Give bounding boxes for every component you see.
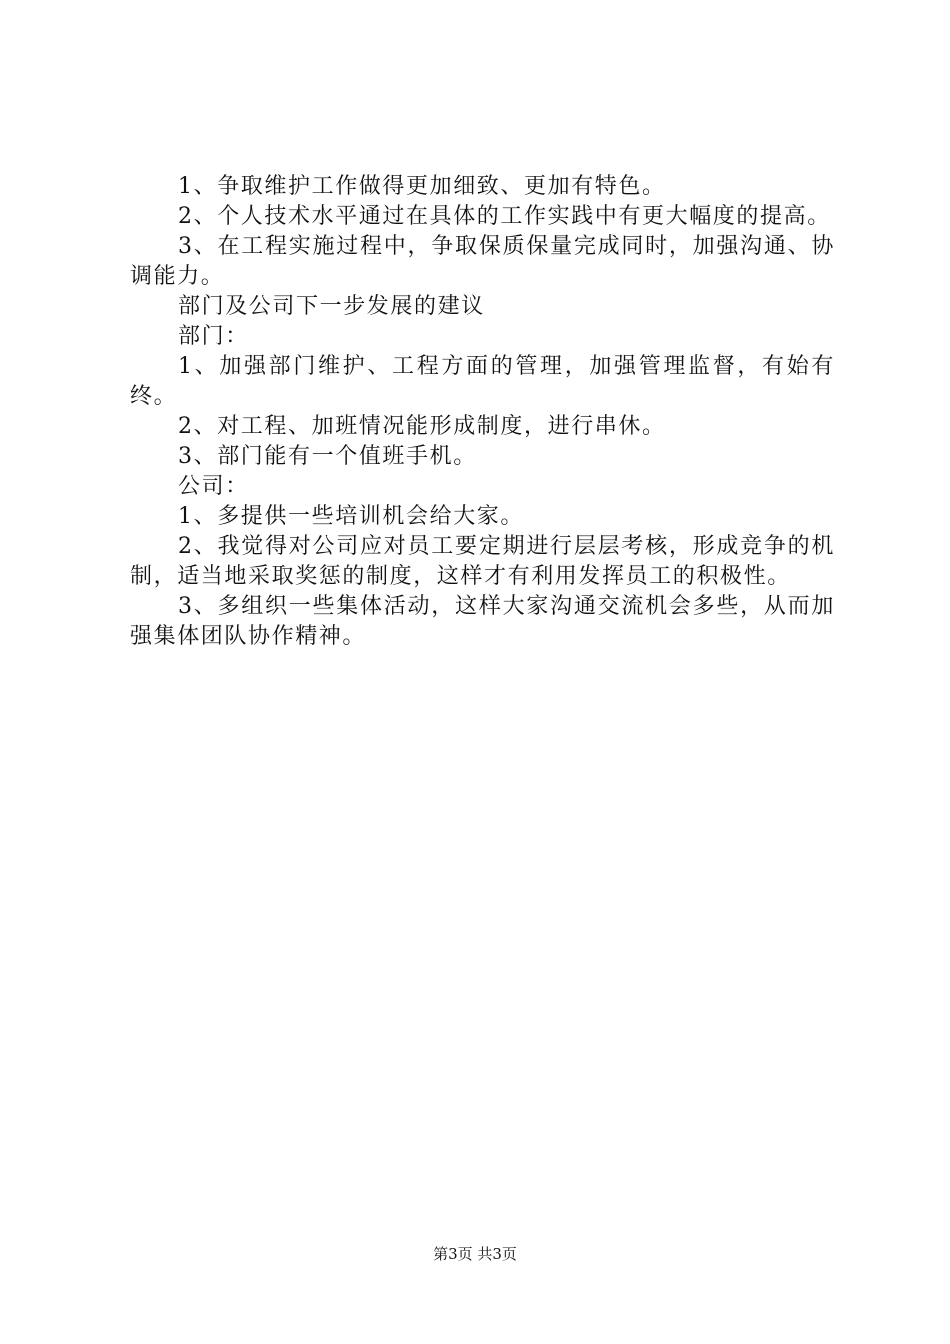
document-body <box>130 172 835 652</box>
goal-item-2: 2、个人技术水平通过在具体的工作实践中有更大幅度的提高。 <box>178 204 831 229</box>
goal-item-3: 3、在工程实施过程中，争取保质保量完成同时，加强沟通、协调能力。 <box>130 234 835 289</box>
department-item-3: 3、部门能有一个值班手机。 <box>178 444 477 469</box>
company-item-2: 2、我觉得对公司应对员工要定期进行层层考核，形成竞争的机制，适当地采取奖惩的制度，这样才有利用发挥员工的积极性。 <box>130 534 835 589</box>
subheading-department: 部门： <box>178 324 249 349</box>
department-item-2: 2、对工程、加班情况能形成制度，进行串休。 <box>178 414 666 439</box>
company-item-3: 3、多组织一些集体活动，这样大家沟通交流机会多些，从而加强集体团队协作精神。 <box>130 594 835 649</box>
company-item-1: 1、多提供一些培训机会给大家。 <box>178 504 524 529</box>
department-item-1: 1、加强部门维护、工程方面的管理，加强管理监督，有始有终。 <box>130 354 835 409</box>
page-number-footer: 第3页 共3页 <box>433 1245 517 1263</box>
subheading-company: 公司： <box>178 474 249 499</box>
goal-item-1: 1、争取维护工作做得更加细致、更加有特色。 <box>178 174 666 199</box>
section-heading-suggestions: 部门及公司下一步发展的建议 <box>178 294 485 319</box>
